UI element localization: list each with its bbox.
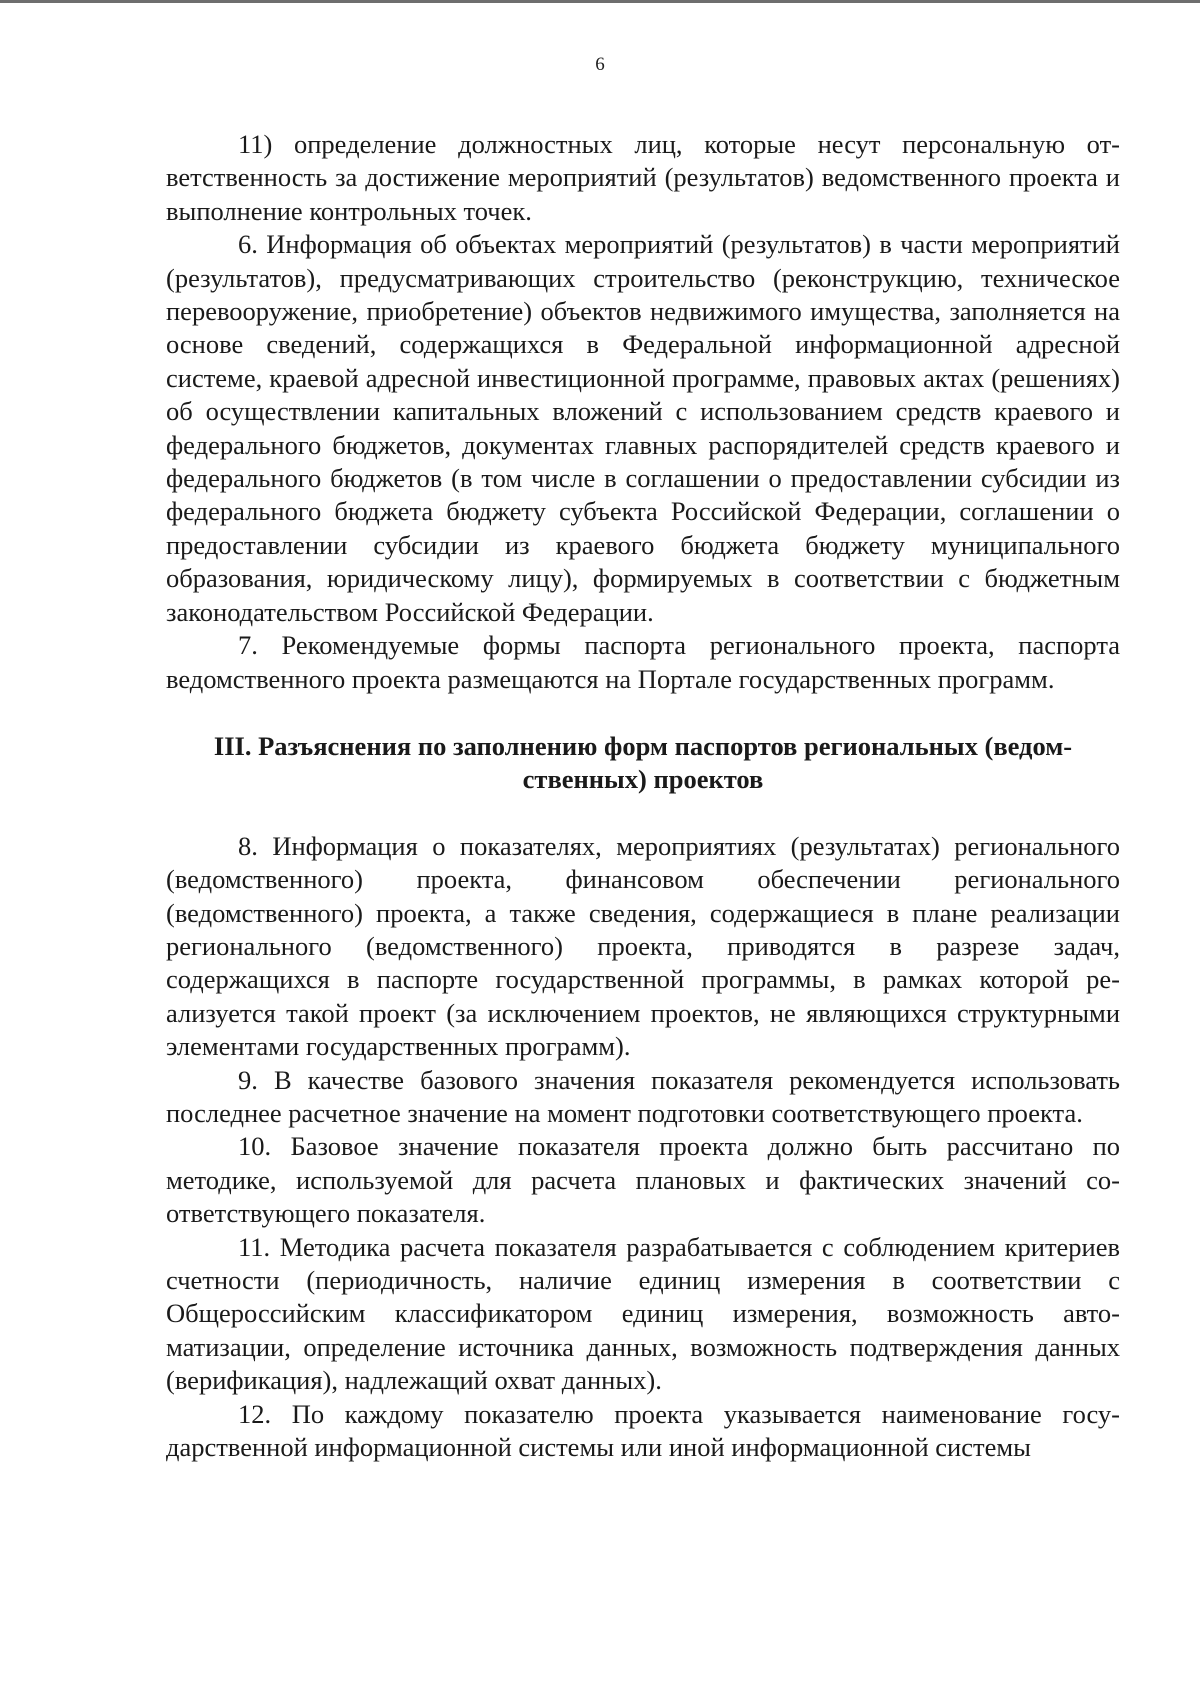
paragraph-9-base-value: 9. В качестве базового значения показателя рекомендуется использовать последнее расчетное значение на момент подготовки соответствующего проекта. [166, 1064, 1120, 1128]
page-number: 6 [595, 54, 605, 75]
paragraph-item-11-officials: 11) определение должностных лиц, которые несут персональную ответственность за достижение мероприятий (результатов) ведомственного проекта и выполнение контрольных точек. [166, 129, 1120, 226]
paragraph-11-methodology: 11. Методика расчета показателя разрабатывается с соблюдением критериев счетности (периодичность, наличие единиц измерения в соответствии с Общероссийским классификатором единиц измерения, возможность автоматизации, определение источника данных, возможность подтверждения данных (верификация), надлежащий охват данных). [166, 1231, 1120, 1396]
paragraph-10-calculation: 10. Базовое значение показателя проекта должно быть рассчитано по методике, используемой для расчета плановых и фактических значений соответствующего показателя. [166, 1131, 1120, 1229]
paragraph-7-recommended-forms: 7. Рекомендуемые формы паспорта регионального проекта, паспорта ведомственного проекта размещаются на Портале государственных программ. [166, 630, 1120, 694]
paragraph-8-indicators: 8. Информация о показателях, мероприятиях (результатах) регионального (ведомственного) проекта, финансовом обеспечении регионального (ведомственного) проекта, а также сведения, содержащиеся в плане реализации регионального (ведомственного) проекта, приводятся в разрезе задач, содержащихся в паспорте государственной программы, в рамках которой реализуется такой проект (за исключением проектов, не являющихся структурными элементами государственных программ). [166, 830, 1120, 1062]
section-heading: III. Разъяснения по заполнению форм паспортов региональных (ведомственных) проектов [213, 730, 1073, 795]
top-border-line [0, 0, 1200, 3]
paragraph-6-object-information: 6. Информация об объектах мероприятий (результатов) в части мероприятий (результатов), предусматривающих строительство (реконструкцию, техническое перевооружение, приобретение) объектов недвижимого имущества, заполняется на основе сведений, содержащихся в Федеральной информационной адресной системе, краевой адресной инвестиционной программе, правовых актах (решениях) об осуществлении капитальных вложений с использованием средств краевого и федерального бюджетов, документах главных распорядителей средств краевого и федерального бюджетов (в том числе в соглашении о предоставлении субсидии из федерального бюджета бюджету субъекта Российской Федерации, соглашении о предоставлении субсидии из краевого бюджета бюджету муниципального образования, юридическому лицу), формируемых в соответствии с бюджетным законодательством Российской Федерации. [166, 229, 1120, 627]
paragraph-12-information-system: 12. По каждому показателю проекта указывается наименование государственной информационной системы или иной информационной системы [166, 1398, 1120, 1463]
document-body [166, 128, 1120, 1464]
